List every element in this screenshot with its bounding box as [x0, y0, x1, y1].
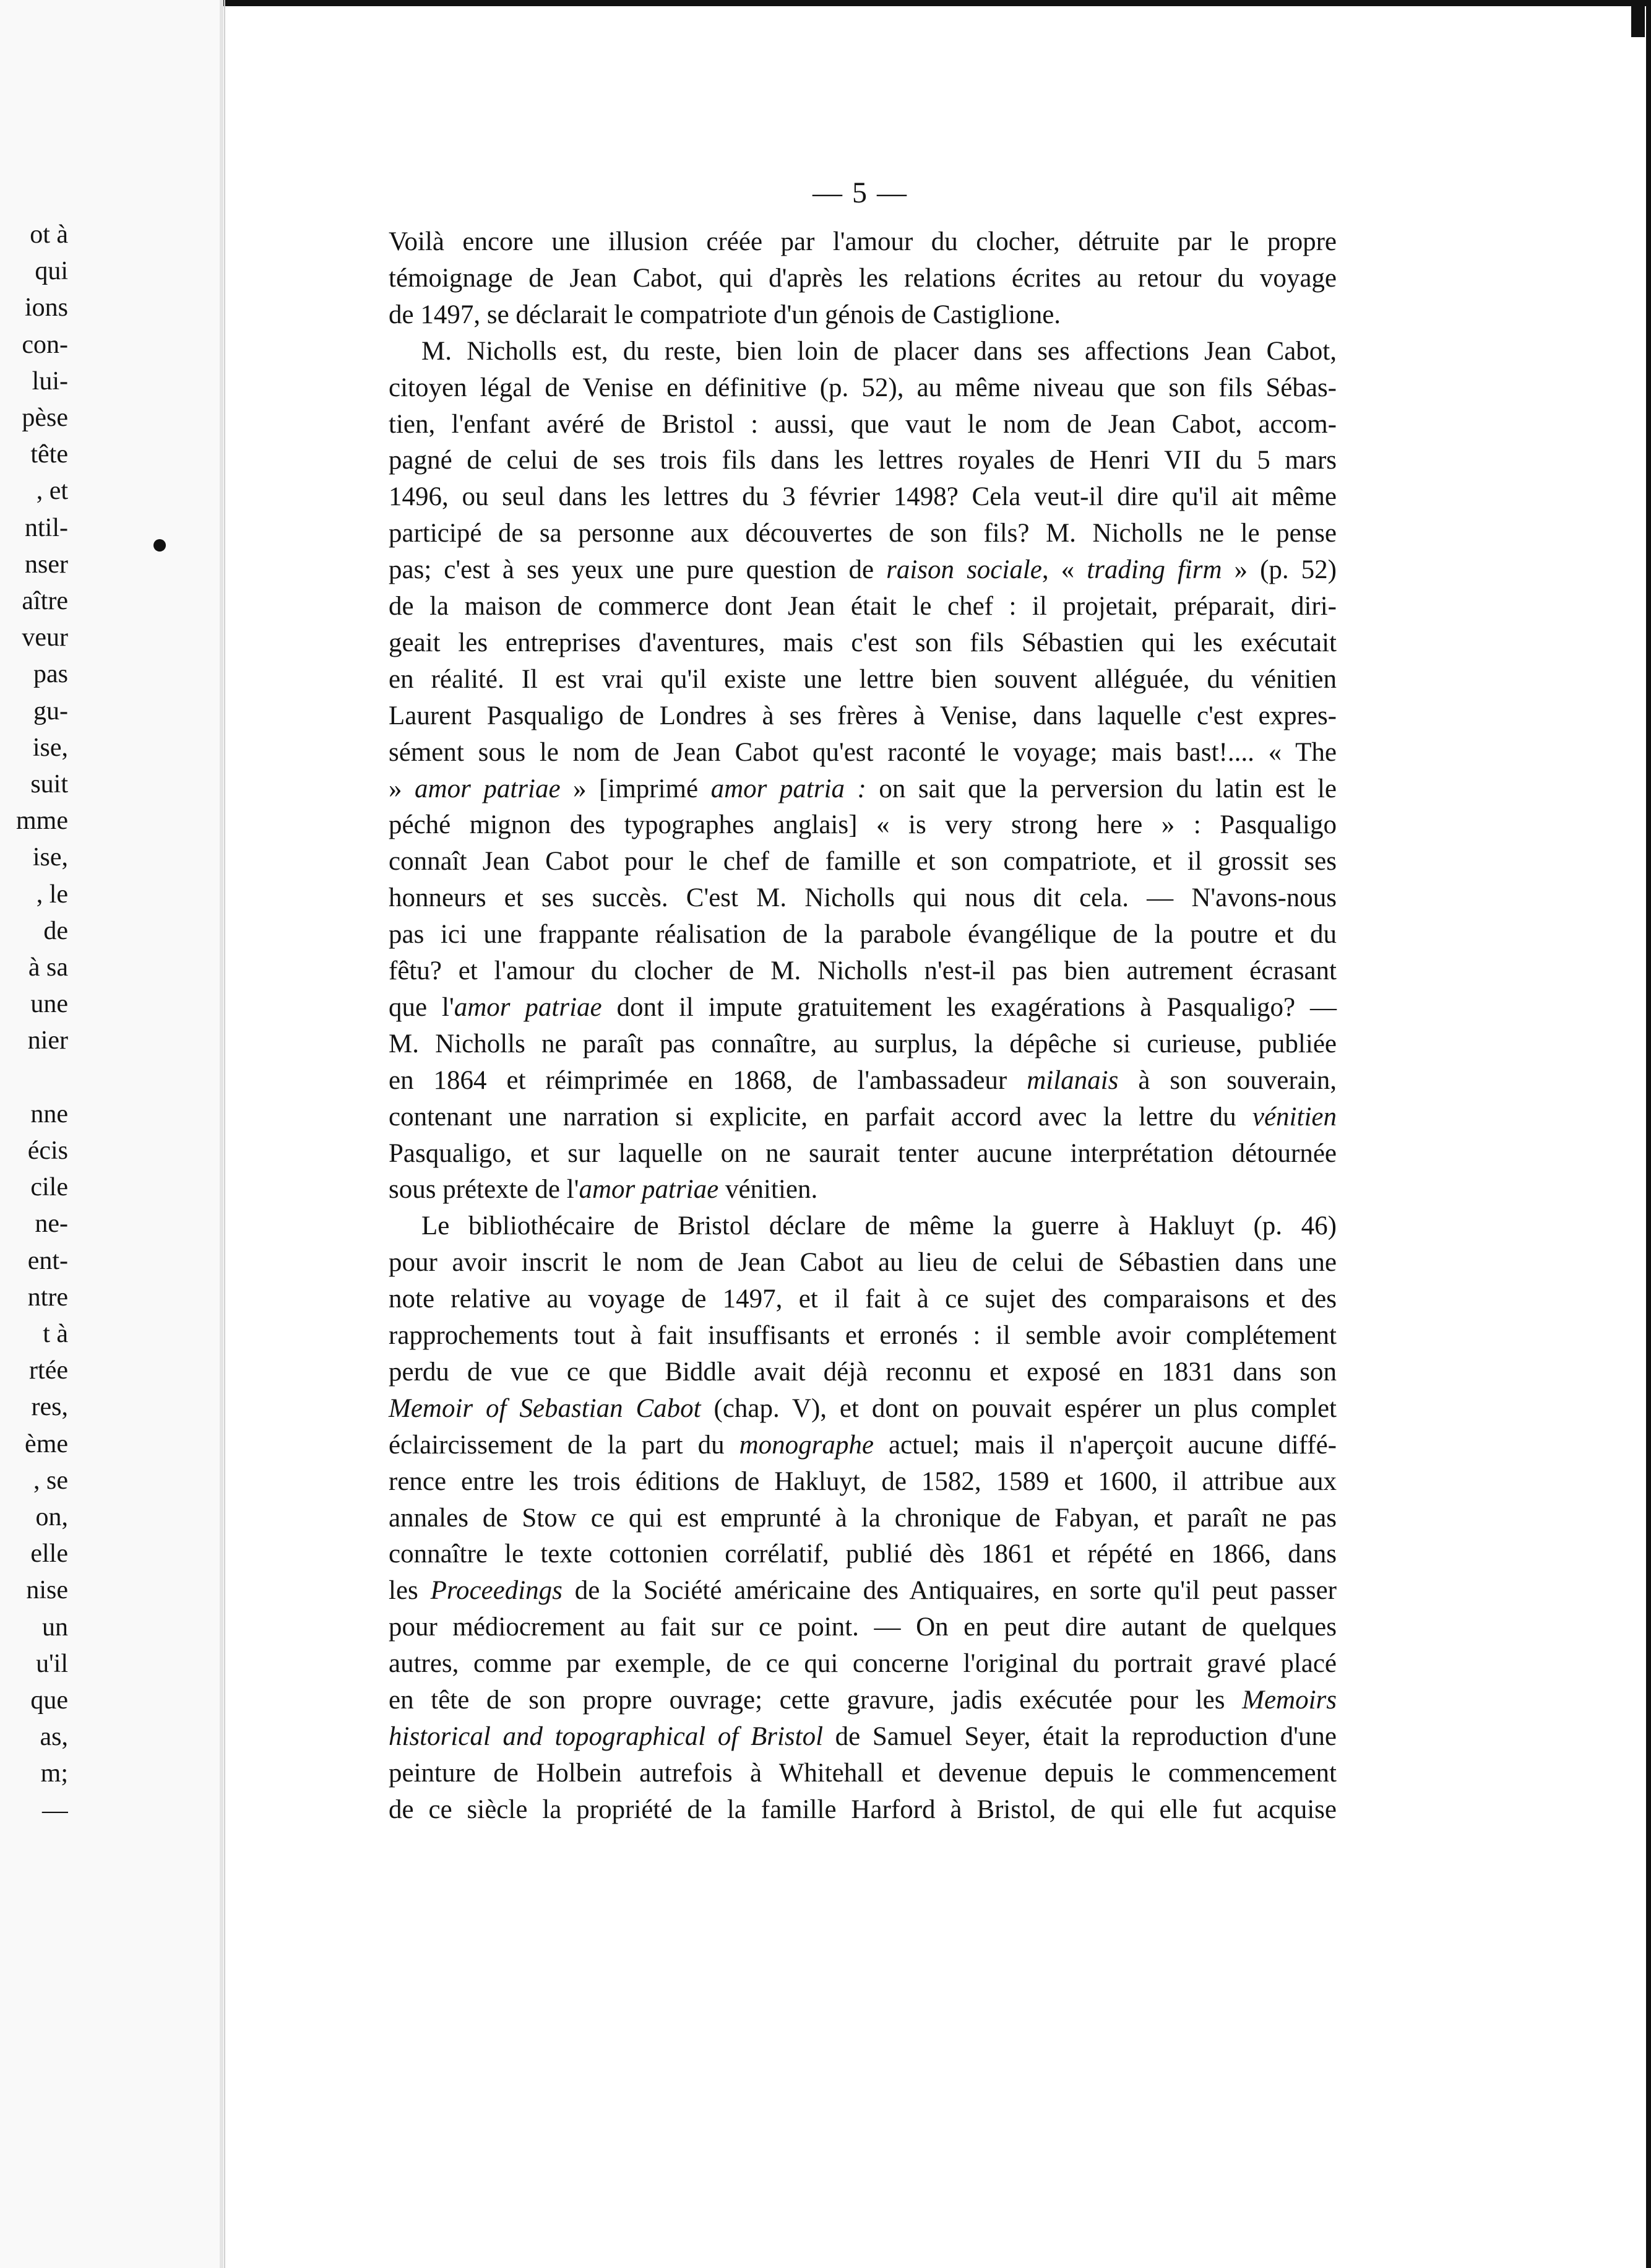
text-line: [389, 1646, 1337, 1682]
facing-page-fragment: , le: [36, 880, 68, 909]
text-segment: note relative au voyage de 1497, et il fait à ce sujet des comparaisons et des: [389, 1284, 1337, 1314]
text-line: [389, 1464, 1337, 1500]
text-line: [389, 1099, 1337, 1135]
text-line: [389, 407, 1337, 443]
text-line: [389, 297, 1337, 333]
facing-page-fragment: ntil-: [25, 513, 68, 542]
facing-page-fragment: , se: [33, 1466, 68, 1495]
text-line: [389, 224, 1337, 260]
italic-text: vénitien: [1252, 1102, 1337, 1132]
text-line: [389, 1427, 1337, 1463]
facing-page-fragment: rtée: [29, 1356, 68, 1385]
text-segment: Le bibliothécaire de Bristol déclare de même la guerre à Hakluyt (p. 46): [421, 1211, 1337, 1241]
italic-text: amor patriae: [579, 1175, 719, 1205]
text-segment: en tête de son propre ouvrage; cette gravure, jadis exécutée pour les: [389, 1686, 1243, 1715]
facing-page-fragment: elle: [30, 1539, 68, 1569]
text-segment: (chap. V), et dont on pouvait espérer un plus complet: [700, 1393, 1337, 1423]
text-line: [389, 261, 1337, 296]
text-segment: » [imprimé: [560, 774, 711, 803]
text-line: [389, 370, 1337, 406]
facing-page-fragment: , et: [36, 477, 68, 506]
text-line: [389, 1755, 1337, 1791]
italic-text: amor patriae: [415, 774, 561, 803]
text-segment: peinture de Holbein autrefois à Whitehall et devenue depuis le commencement: [389, 1758, 1337, 1788]
facing-page-fragment: ise,: [32, 733, 68, 762]
italic-text: Memoirs: [1242, 1686, 1337, 1715]
italic-text: Proceedings: [430, 1576, 563, 1606]
text-segment: Pasqualigo, et sur laquelle on ne saurait tenter aucune interprétation détournée: [389, 1138, 1337, 1168]
text-line: [389, 1391, 1337, 1427]
text-segment: les: [389, 1576, 431, 1606]
italic-text: amor patria :: [710, 774, 866, 803]
text-line: [421, 334, 1337, 370]
text-line: [389, 917, 1337, 953]
text-segment: on sait que la perversion du latin est le: [866, 774, 1337, 803]
text-segment: annales de Stow ce qui est emprunté à la chronique de Fabyan, et paraît ne pas: [389, 1503, 1337, 1533]
text-line: [389, 880, 1337, 916]
text-line: [389, 1573, 1337, 1609]
text-line: [389, 844, 1337, 880]
text-segment: sément sous le nom de Jean Cabot qu'est raconté le voyage; mais bast!.... « The: [389, 737, 1337, 767]
page-gutter: [220, 0, 223, 2268]
text-segment: de Samuel Seyer, était la reproduction d'une: [823, 1721, 1337, 1751]
facing-page-fragment: ème: [25, 1429, 68, 1458]
text-segment: péché mignon des typographes anglais] « is very strong here » : Pasqualigo: [389, 810, 1337, 840]
text-segment: citoyen légal de Venise en définitive (p. 52), au même niveau que son fils Sébas-: [389, 373, 1337, 402]
facing-page-fragment: ions: [24, 293, 68, 322]
right-scan-notch: [1631, 0, 1645, 37]
text-segment: sous prétexte de l': [389, 1175, 579, 1205]
facing-page-fragment: ntre: [27, 1283, 68, 1312]
text-line: [389, 479, 1337, 515]
text-segment: tien, l'enfant avéré de Bristol : aussi, que vaut le nom de Jean Cabot, accom-: [389, 409, 1337, 439]
facing-page-fragment: ent-: [27, 1246, 68, 1275]
text-line: [389, 1136, 1337, 1172]
text-segment: dont il impute gratuitement les exagérations à Pasqualigo? —: [601, 992, 1337, 1022]
text-line: [389, 735, 1337, 771]
facing-page-fragment: suit: [30, 770, 68, 799]
text-line: [389, 625, 1337, 661]
text-segment: contenant une narration si explicite, en parfait accord avec la lettre du: [389, 1102, 1252, 1132]
facing-page-fragment: tête: [30, 440, 68, 469]
text-segment: témoignage de Jean Cabot, qui d'après les relations écrites au retour du voyage: [389, 263, 1337, 293]
facing-page-fragment: res,: [31, 1393, 68, 1422]
facing-page-fragment: nne: [30, 1099, 68, 1128]
text-segment: fêtu? et l'amour du clocher de M. Nicholls n'est-il pas bien autrement écrasant: [389, 956, 1337, 985]
text-segment: M. Nicholls ne paraît pas connaître, au surplus, la dépêche si curieuse, publiée: [389, 1029, 1337, 1058]
text-segment: actuel; mais il n'aperçoit aucune diffé-: [873, 1430, 1337, 1460]
text-segment: honneurs et ses succès. C'est M. Nicholls qui nous dit cela. — N'avons-nous: [389, 883, 1337, 913]
text-segment: de ce siècle la propriété de la famille Harford à Bristol, de qui elle fut acquise: [389, 1794, 1337, 1824]
text-segment: Voilà encore une illusion créée par l'amour du clocher, détruite par le propre: [389, 227, 1337, 256]
text-segment: de la Société américaine des Antiquaires, en sorte qu'il peut passer: [562, 1576, 1337, 1606]
facing-page-fragment: —: [42, 1796, 68, 1825]
text-line: [389, 1026, 1337, 1062]
italic-text: trading firm: [1087, 555, 1222, 585]
text-segment: pas; c'est à ses yeux une pure question de: [389, 555, 887, 585]
text-line: [389, 662, 1337, 698]
text-segment: à son souverain,: [1118, 1065, 1337, 1095]
italic-text: Memoir of Sebastian Cabot: [389, 1393, 701, 1423]
facing-page-fragment: que: [30, 1686, 68, 1715]
facing-page-fragment: pèse: [22, 404, 68, 432]
facing-page-fragment: cile: [30, 1173, 68, 1202]
text-line: [389, 1172, 1337, 1208]
facing-page-fragment: mme: [16, 807, 68, 836]
text-line: [389, 1682, 1337, 1718]
text-segment: pour avoir inscrit le nom de Jean Cabot au lieu de celui de Sébastien dans une: [389, 1248, 1337, 1278]
text-line: [389, 1719, 1337, 1755]
text-line: [389, 953, 1337, 989]
text-segment: » (p. 52): [1222, 555, 1337, 585]
facing-page-fragment: à sa: [28, 953, 68, 982]
text-segment: M. Nicholls est, du reste, bien loin de placer dans ses affections Jean Cabot,: [421, 336, 1337, 366]
facing-page-fragment: t à: [43, 1320, 68, 1348]
text-segment: connaît Jean Cabot pour le chef de famille et son compatriote, et il grossit ses: [389, 847, 1337, 876]
facing-page-fragment: nser: [25, 550, 68, 579]
text-line: [389, 1354, 1337, 1390]
gutter-line: [224, 0, 225, 2268]
text-segment: autres, comme par exemple, de ce qui concerne l'original du portrait gravé placé: [389, 1649, 1337, 1679]
facing-page-fragment: un: [42, 1612, 68, 1642]
facing-page-fragment: écis: [27, 1136, 68, 1165]
facing-page: [0, 0, 220, 2268]
text-line: [389, 443, 1337, 478]
text-line: [389, 1609, 1337, 1645]
text-line: [389, 1500, 1337, 1536]
text-segment: »: [389, 774, 415, 803]
italic-text: raison sociale: [886, 555, 1042, 585]
text-segment: vénitien.: [718, 1175, 818, 1205]
text-line: [389, 1063, 1337, 1099]
facing-page-fragment: veur: [22, 623, 68, 652]
text-line: [389, 516, 1337, 552]
facing-page-fragment: pas: [33, 660, 68, 689]
text-segment: 1496, ou seul dans les lettres du 3 février 1498? Cela veut-il dire qu'il ait même: [389, 482, 1337, 512]
text-segment: de la maison de commerce dont Jean était le chef : il projetait, préparait, diri-: [389, 592, 1337, 621]
facing-page-fragment: qui: [35, 257, 68, 286]
facing-page-fragment: ot à: [30, 220, 68, 249]
text-line: [389, 771, 1337, 807]
text-line: [389, 1318, 1337, 1354]
text-line: [389, 807, 1337, 843]
facing-page-fragment: con-: [22, 330, 68, 359]
text-segment: geait les entreprises d'aventures, mais c'est son fils Sébastien qui les exécutait: [389, 628, 1337, 657]
facing-page-fragment: de: [43, 916, 68, 945]
facing-page-fragment: m;: [40, 1759, 68, 1788]
text-segment: pas ici une frappante réalisation de la parabole évangélique de la poutre et du: [389, 920, 1337, 950]
text-segment: de 1497, se déclarait le compatriote d'un génois de Castiglione.: [389, 300, 1061, 329]
facing-page-fragment: on,: [35, 1503, 68, 1531]
facing-page-fragment: une: [30, 990, 68, 1019]
text-line: [389, 1281, 1337, 1317]
italic-text: milanais: [1027, 1065, 1119, 1095]
facing-page-fragment: ne-: [35, 1210, 68, 1239]
text-segment: en réalité. Il est vrai qu'il existe une lettre bien souvent alléguée, du vénitien: [389, 664, 1337, 694]
italic-text: historical and topographical of Bristol: [389, 1721, 824, 1751]
ink-blot: [153, 539, 166, 552]
text-segment: perdu de vue ce que Biddle avait déjà reconnu et exposé en 1831 dans son: [389, 1357, 1337, 1387]
facing-page-fragment: gu-: [33, 696, 68, 725]
text-segment: rapprochements tout à fait insuffisants et erronés : il semble avoir complétement: [389, 1321, 1337, 1350]
facing-page-fragment: nise: [26, 1576, 68, 1605]
right-scan-border: [1646, 0, 1651, 2268]
text-line: [389, 698, 1337, 734]
text-segment: pagné de celui de ses trois fils dans les lettres royales de Henri VII du 5 mars: [389, 446, 1337, 475]
italic-text: monographe: [739, 1430, 874, 1460]
text-segment: Laurent Pasqualigo de Londres à ses frères à Venise, dans laquelle c'est expres-: [389, 701, 1337, 730]
text-line: [389, 1792, 1337, 1828]
text-line: [421, 1208, 1337, 1244]
text-line: [389, 990, 1337, 1026]
text-line: [389, 1536, 1337, 1572]
text-segment: éclaircissement de la part du: [389, 1430, 739, 1460]
facing-page-fragment: lui-: [32, 366, 68, 396]
text-segment: participé de sa personne aux découvertes de son fils? M. Nicholls ne le pense: [389, 519, 1337, 548]
facing-page-fragment: ise,: [32, 843, 68, 872]
text-line: [389, 1245, 1337, 1281]
text-segment: , «: [1041, 555, 1087, 585]
text-segment: que l': [389, 992, 454, 1022]
text-line: [389, 589, 1337, 625]
facing-page-fragment: u'il: [36, 1649, 68, 1678]
text-segment: en 1864 et réimprimée en 1868, de l'ambassadeur: [389, 1065, 1027, 1095]
facing-page-fragment: nier: [27, 1026, 68, 1055]
italic-text: amor patriae: [454, 992, 602, 1022]
facing-page-fragment: as,: [40, 1723, 68, 1752]
top-scan-border: [0, 0, 1651, 6]
text-segment: connaître le texte cottonien corrélatif, publié dès 1861 et répété en 1866, dans: [389, 1539, 1337, 1569]
text-segment: rence entre les trois éditions de Hakluyt, de 1582, 1589 et 1600, il attribue aux: [389, 1466, 1337, 1496]
page-number: — 5 —: [813, 176, 908, 209]
facing-page-fragment: aître: [22, 587, 68, 615]
text-line: [389, 552, 1337, 588]
text-segment: pour médiocrement au fait sur ce point. — On en peut dire autant de quelques: [389, 1612, 1337, 1642]
